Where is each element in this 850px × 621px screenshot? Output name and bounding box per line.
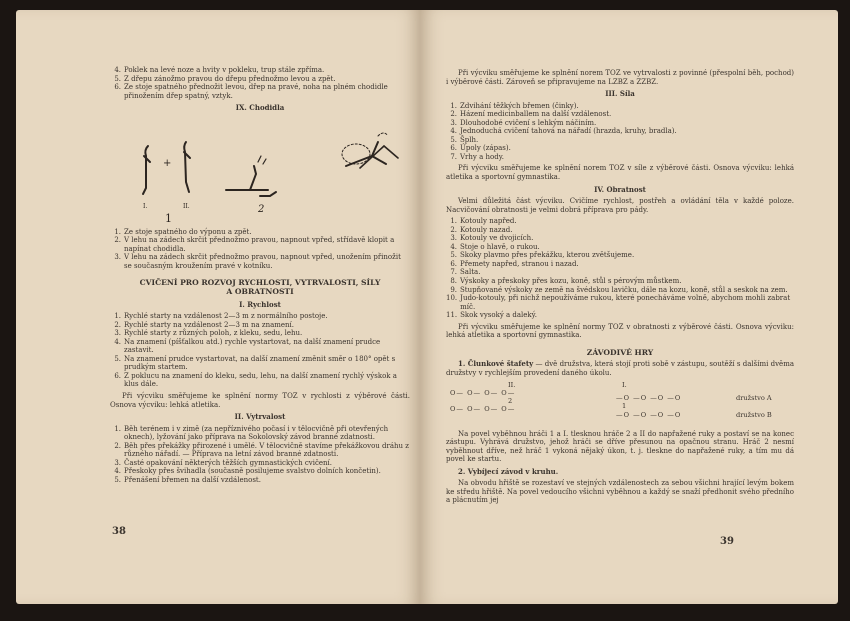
game-1-description [446,360,794,377]
label-1: 1 [622,401,627,410]
team-b-label: družstvo B [736,410,772,419]
relay-diagram [446,381,794,427]
section-heading-ix: IX. Chodidla [235,103,285,113]
section-heading-iv: IV. Obratnost [594,184,646,194]
paragraph-obratnost: Velmi důležitá část výcviku. Cvičíme rychlost, postřeh a ovládání těla v každé poloze. Nacvičování obratnosti je velmi dobrá příprava pro pády. [446,197,794,214]
list-item: 2. Kotouly nazad. [450,225,513,234]
list-item: 3. Dlouhodobé cvičení s lehkým náčiním. [450,118,597,127]
sub-label-2: II. [183,202,190,210]
game-1-text: — dvě družstva, která stojí proti sobě v zástupu, soutěží s dalšími dvěma družstvy v rychlejším provedení daného úkolu. [446,360,795,377]
list-item: 2. Házení medicinballem na další vzdálenost. [450,110,612,119]
row-right-a: —O —O —O —O [616,393,682,402]
plus-label: + [163,157,172,169]
list-item: 3. Kotouly ve dvojicích. [450,234,534,243]
section-heading-ii: II. Vytrvalost [234,412,286,422]
section-heading-games: ZÁVODIVÉ HRY [586,347,654,357]
leg-stroke [143,146,148,194]
body-stroke [360,146,398,168]
section-heading-iii: III. Síla [605,89,635,99]
sub-label-1: I. [143,202,148,210]
row-left-b: O— O— O— O— [450,404,516,413]
game-1-rules: Na povel vyběhnou hráči 1 a I. tlesknou hráče 2 a II do napřažené ruky a postaví se na konec zástupu. Vyhrává družstvo, jehož hráči se dříve přesunou na opačnou stranu. Hráč 2 nesmí vyběhnout dříve, než hráč 1 vykoná nějaký úkon, t. j. tleskne do napřažené ruky, a tím mu dá povel ke startu. [446,429,794,464]
list-item: 4. Stoje o hlavě, o rukou. [450,242,540,251]
arrow-stroke [258,156,266,164]
items-ix [110,228,410,271]
list-item: 1. Ze stoje spatného do výponu a zpět. [114,227,252,236]
paragraph-sila: Při výcviku směřujeme ke splnění norem TOZ v síle z výběrové části. Osnova výcviku: lehká atletika a sportovní gymnastika. [446,164,794,182]
list-item: 6. Přemety napřed, stranou i nazad. [450,259,579,268]
list-item: 2. Rychlé starty na vzdálenost 2—3 m na znamení. [114,320,295,329]
page-number-right: 39 [720,536,734,547]
paragraph-vytrvalost: Při výcviku směřujeme ke splnění norem TOZ ve vytrvalosti z povinné (přespolní běh, pochod) i výběrové části. Zároveň se připravujeme na LZBZ a ZZBZ. [446,69,794,86]
paragraph-rychlost: Při výcviku směřujeme ke splnění normy TOZ v rychlosti z výběrové části. Osnova výcviku: lehká atletika. [110,392,410,409]
main-heading-line-2: A OBRATNOSTI [226,287,294,297]
list-item: 5. Skoky plavmo přes překážku, kterou zvětšujeme. [450,251,635,260]
list-item: 1. Běh terénem i v zimě (za nepříznivého počasí i v tělocvičně při otevřených oknech), lyžování jako příprava na Sokolovský závod branné zdatnosti. [114,424,389,442]
list-item: 1. Kotouly napřed. [450,217,517,226]
list-item: 3. V lehu na zádech skrčit přednožmo pravou, napnout vpřed, unožením přinožit se současným kroužením pravé v kotníku. [114,253,401,270]
main-heading-line-1: CVIČENÍ PRO ROZVOJ RYCHLOSTI, VYTRVALOSTI, SÍLY [139,278,381,288]
list-item: 5. Přenášení břemen na další vzdálenost. [114,475,261,484]
list-item: 6. Úpoly (zápas). [450,144,511,153]
row-right-b: —O —O —O —O [616,410,682,419]
section-heading-i: I. Rychlost [239,299,281,309]
list-item: 3. Rychlé starty z různých poloh, z kleku, sedu, lehu. [114,329,303,338]
list-item: 4. Přeskoky přes švihadla (současně posilujeme svalstvo dolních končetin). [114,467,381,476]
motion-circle [342,144,370,164]
team-a-label: družstvo A [736,393,772,402]
items-i [110,312,410,389]
list-item: 7. Vrhy a hody. [450,152,504,161]
list-item: 4. Na znamení (píšťalkou atd.) rychle vystartovat, na další znamení prudce zastavit. [114,337,381,355]
motion-arc [378,133,388,136]
label-ii: II. [508,380,516,389]
feet-exercise-illustration [110,116,410,228]
right-page-text [446,66,794,508]
list-item: 8. Výskoky a přeskoky přes kozu, koně, stůl s pérovým můstkem. [450,277,682,286]
items-top [110,66,410,100]
body-stroke [250,166,256,190]
list-item: 9. Stupňované výskoky ze země na švédskou lavičku, dále na kozu, koně, stůl a seskok na zem. [450,285,788,294]
body-stroke [260,192,276,196]
leg-stroke [184,142,189,192]
game-1-title: 1. Člunkové štafety [458,359,534,369]
list-item: 3. Časté opakování některých těžších gymnastických cvičení. [114,458,332,467]
list-item: 10. Judo-kotouly, při nichž nepoužíváme rukou, které ponecháváme volně, abychom mohli zabrat míč. [446,294,791,311]
list-item: 4. Poklek na levé noze a hvity v pokleku, trup stále zpříma. [114,66,325,74]
paragraph-obratnost-norms: Při výcviku směřujeme ke splnění normy TOZ v obratnosti z výběrové části. Osnova výcviku: lehká atletika a sportovní gymnastika. [446,322,794,340]
figure-number-2: 2 [258,203,265,215]
figure-number-1: 1 [165,211,172,225]
row-left-a: O— O— O— O— [450,388,516,397]
list-item: 5. Šplh. [450,135,479,144]
items-iii [446,102,794,162]
list-item: 5. Z dřepu zánožmo pravou do dřepu přednožmo levou a zpět. [114,74,336,83]
feet-exercise-figure [110,116,410,228]
main-heading [110,279,410,296]
list-item: 11. Skok vysoký a daleký. [446,311,537,320]
right-page [420,10,838,604]
list-item: 7. Salta. [450,268,481,277]
items-iv [446,217,794,320]
label-i: I. [622,380,627,389]
list-item: 4. Jednoduchá cvičení tahová na nářadí (hrazda, kruhy, bradla). [450,127,677,136]
list-item: 1. Zdvihání těžkých břemen (činky). [450,101,579,110]
page-number-left: 38 [112,526,126,537]
items-ii [110,425,410,485]
list-item: 2. V lehu na zádech skrčit přednožmo pravou, napnout vpřed, střídavě klopit a napínat chodidla. [114,236,395,253]
left-page [16,10,420,604]
list-item: 2. Běh přes překážky přirozené i umělé. V tělocvičně stavíme překážkovou dráhu z různého nářadí. — Příprava na letní závod branné zdatnosti. [114,441,409,459]
label-2: 2 [508,396,513,405]
left-page-text [110,66,410,485]
game-2-title: 2. Vybíjecí závod v kruhu. [458,466,559,476]
list-item: 6. Ze stoje spatného přednožit levou, dřep na pravé, noha na plném chodidle přinožením dřep spatný, vztyk. [114,83,388,100]
game-2-rules: Na obvodu hřiště se rozestaví ve stejných vzdálenostech za sebou všichni hrající levým bokem ke středu hřiště. Na povel vedoucího všichni vyběhnou a každý se snaží předhonit svého předního a plácnutím jej [446,479,794,505]
list-item: 5. Na znamení prudce vystartovat, na další znamení změnit směr o 180° opět s prudkým startem. [114,354,396,372]
list-item: 1. Rychlé starty na vzdálenost 2—3 m z normálního postoje. [114,312,328,321]
list-item: 6. Z pokluсu na znamení do kleku, sedu, lehu, na další znamení rychlý výskok a klus dále. [114,371,397,389]
